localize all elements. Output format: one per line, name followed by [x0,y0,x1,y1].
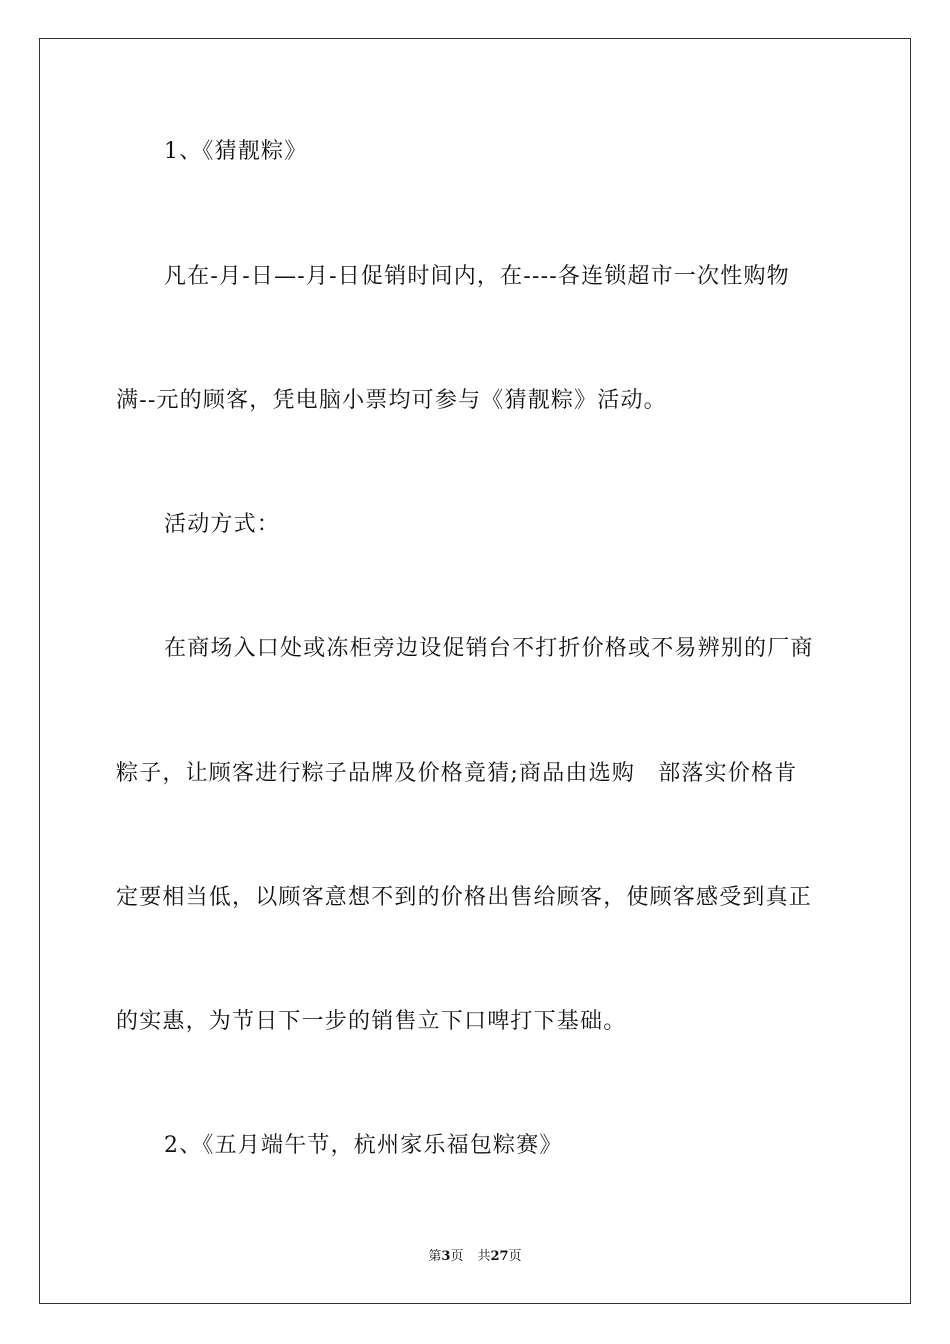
footer-page-number: 3 [441,1249,451,1264]
footer-total-prefix: 共 [477,1249,491,1264]
paragraph-line: 在商场入口处或冻柜旁边设促销台不打折价格或不易辨别的厂商 [164,636,814,661]
footer-page-prefix: 第 [428,1249,442,1264]
subheading-activity-method: 活动方式： [164,512,281,537]
page-footer [0,1248,950,1266]
footer-total-suffix: 页 [508,1249,522,1264]
section-heading-1: 1、《猜靓粽》 [164,139,308,164]
paragraph-line: 凡在-月-日—-月-日促销时间内，在----各连锁超市一次性购物 [164,264,790,289]
footer-page-suffix: 页 [450,1249,464,1264]
paragraph-line: 粽子，让顾客进行粽子品牌及价格竟猜;商品由选购 部落实价格肯 [116,761,798,786]
section-heading-2: 2、《五月端午节，杭州家乐福包粽赛》 [164,1133,563,1158]
page-border [39,38,911,1304]
paragraph-line: 满--元的顾客，凭电脑小票均可参与《猜靓粽》活动。 [116,388,667,413]
footer-total-pages: 27 [490,1249,509,1264]
paragraph-line: 的实惠，为节日下一步的销售立下口啤打下基础。 [116,1009,627,1034]
paragraph-line: 定要相当低，以顾客意想不到的价格出售给顾客，使顾客感受到真正 [116,885,813,910]
